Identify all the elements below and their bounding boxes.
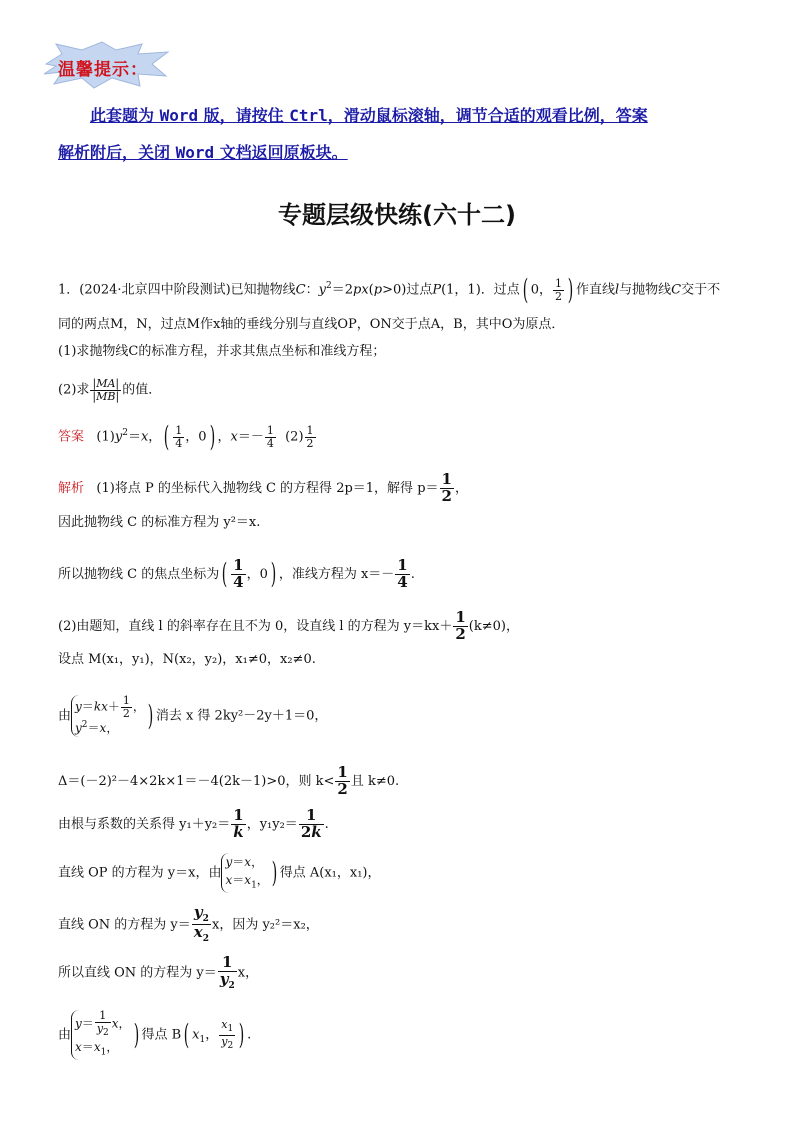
analysis-line-2: 因此抛物线 C 的标准方程为 y²＝x. — [58, 515, 261, 530]
question-part-1: (1)求抛物线C的标准方程，并求其焦点坐标和准线方程； — [58, 344, 386, 359]
analysis-line-6: 由y＝kx＋ $\frac{1}{2}$ ， $y^2=x$， ) 消去 x 得 2ky²－2y＋1＝0， — [58, 694, 328, 736]
question-stem: 1．(2024·北京四中阶段测试)已知抛物线C：$y^2=2px(p>0)$过点P(1，1)．过点( 0， $\frac{1}{2}$ ) 作直线l与抛物线C交于不 — [58, 273, 721, 306]
tip-title: 温馨提示： — [58, 60, 148, 80]
question-stem-line2: 同的两点M，N，过点M作x轴的垂线分别与直线OP，ON交于点A，B，其中O为原点． — [58, 317, 565, 332]
question-part-2: (2)求 $\frac{|MA|}{|MB|}$ 的值． — [58, 377, 162, 403]
analysis-line-10: 直线 ON 的方程为 y＝ $\frac{y_2}{x_2}$ x，因为 y₂²＝x₂， — [58, 903, 319, 945]
analysis-line-12: 由y＝ $\frac{1}{y_2}$ x， $x=x_1$， ) 得点 B( $x_1$， $\frac{x_1}{y_2}$ ) . — [58, 1010, 251, 1060]
tip-line-1: 此套题为 Word 版，请按住 Ctrl，滑动鼠标滚轴，调节合适的观看比例，答案 — [90, 106, 648, 125]
tip-line-2: 解析附后，关闭 Word 文档返回原板块。 — [58, 143, 348, 162]
analysis-line-7: Δ＝(－2)²－4×2k×1＝－4(2k－1)>0，则 k< $\frac{1}{2}$ 且 k≠0. — [58, 763, 400, 798]
answer-label: 答案 — [58, 429, 85, 445]
page-title: 专题层级快练(六十二) — [278, 201, 516, 229]
analysis-line-8: 由根与系数的关系得 y₁＋y₂＝ $\frac{1}{k}$ ，y₁y₂＝ $\frac{1}{2k}$ . — [58, 806, 329, 841]
analysis-line-1: 解析 (1)将点 P 的坐标代入抛物线 C 的方程得 2p＝1，解得 p＝ $\frac{1}{2}$ ， — [58, 470, 468, 505]
analysis-line-4: (2)由题知，直线 l 的斜率存在且不为 0，设直线 l 的方程为 y＝kx＋ $\frac{1}{2}$ (k≠0)， — [58, 608, 519, 643]
answer-line: 答案 $(1)y^2=x$，( $\frac{1}{4}$ ，0) ，x＝－ $\frac{1}{4}$ (2) $\frac{1}{2}$ — [58, 420, 314, 453]
analysis-line-3: 所以抛物线 C 的焦点坐标为( $\frac{1}{4}$ ，0) ，准线方程为 x＝－ $\frac{1}{4}$ . — [58, 556, 415, 591]
analysis-line-5: 设点 M(x₁，y₁)，N(x₂，y₂)，x₁≠0，x₂≠0. — [58, 652, 316, 667]
analysis-line-11: 所以直线 ON 的方程为 y＝ $\frac{1}{y_2}$ x， — [58, 953, 259, 991]
analysis-line-9: 直线 OP 的方程为 y＝x，由y＝x， $x=x_1$，) 得点 A(x₁，x₁)， — [58, 853, 381, 893]
analysis-label: 解析 — [58, 480, 85, 496]
